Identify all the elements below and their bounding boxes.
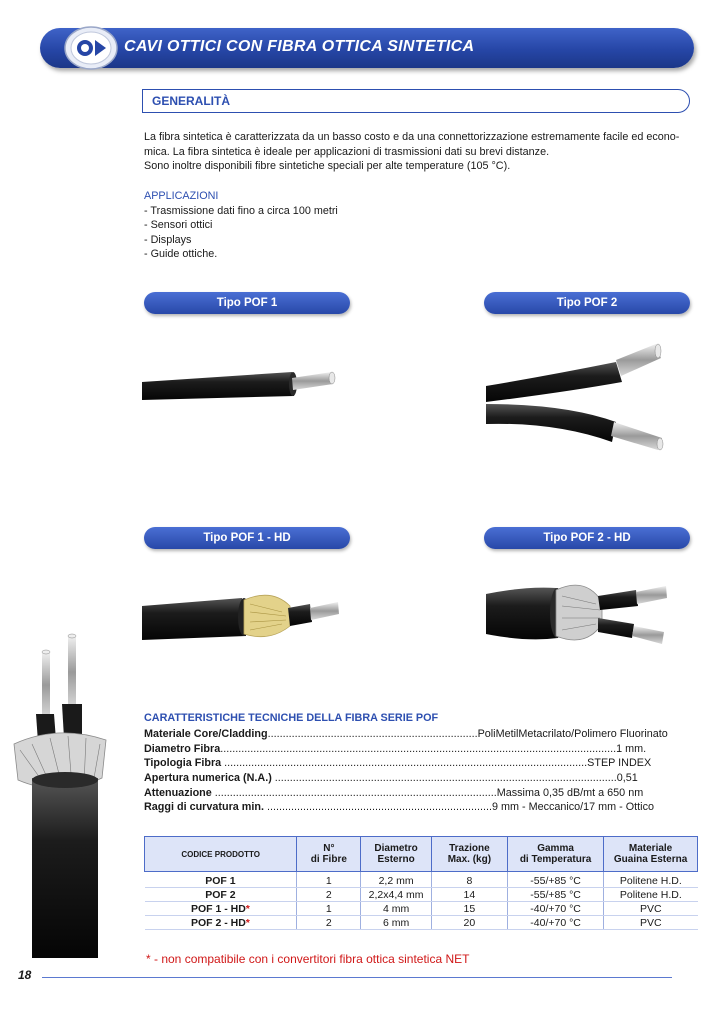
cell-fibers: 2 xyxy=(297,916,361,930)
cell-temperature: -55/+85 °C xyxy=(507,872,603,888)
table-row xyxy=(145,916,698,930)
header-line: N° xyxy=(323,843,335,854)
spec-label: Raggi di curvatura min. xyxy=(144,801,264,813)
spec-row-type xyxy=(144,756,690,770)
header-temperature xyxy=(507,837,603,872)
table-row xyxy=(145,872,698,888)
cable-pof1-image xyxy=(142,360,342,410)
spec-dots: ...................................................................... xyxy=(267,728,478,740)
cell-fibers: 2 xyxy=(297,888,361,902)
spec-value: STEP INDEX xyxy=(587,757,652,769)
spec-dots: ........................................................................... xyxy=(264,801,492,813)
spec-row-bend-radius xyxy=(144,800,690,814)
cable-pof2-hd-image xyxy=(486,572,676,652)
label-pof1: Tipo POF 1 xyxy=(144,292,350,314)
cell-diameter: 2,2 mm xyxy=(361,872,431,888)
spec-row-material xyxy=(144,727,690,741)
cell-code xyxy=(145,916,297,930)
header-line: Trazione xyxy=(449,843,490,854)
product-table xyxy=(144,836,698,930)
header-diameter xyxy=(361,837,431,872)
cell-diameter: 4 mm xyxy=(361,902,431,916)
spec-value: Massima 0,35 dB/mt a 650 nm xyxy=(496,787,644,799)
table-row xyxy=(145,902,698,916)
header-material xyxy=(604,837,698,872)
cell-code xyxy=(145,872,297,888)
header-line: di Fibre xyxy=(310,854,347,865)
spec-dots: .............................................................................................. xyxy=(211,787,497,799)
header-traction xyxy=(431,837,507,872)
cell-diameter: 2,2x4,4 mm xyxy=(361,888,431,902)
application-item: - Trasmissione dati fino a circa 100 metri xyxy=(144,204,338,217)
cell-fibers: 1 xyxy=(297,902,361,916)
spec-dots: .................................................................................................................................... xyxy=(220,743,617,755)
cell-diameter: 6 mm xyxy=(361,916,431,930)
table-row xyxy=(145,888,698,902)
cell-code xyxy=(145,902,297,916)
cell-traction: 20 xyxy=(431,916,507,930)
cell-temperature: -40/+70 °C xyxy=(507,916,603,930)
header-fibers xyxy=(297,837,361,872)
intro-line: Sono inoltre disponibili fibre sintetiche speciali per alte temperature (105 °C). xyxy=(144,160,511,173)
product-code: POF 1 - HD xyxy=(190,902,246,915)
header-line: di Temperatura xyxy=(519,854,592,865)
spec-dots: ......................................................................................................................... xyxy=(221,757,588,769)
footnote: * - non compatibile con i convertitori fibra ottica sintetica NET xyxy=(146,952,470,966)
spec-label: Tipologia Fibra xyxy=(144,757,222,769)
spec-label: Apertura numerica (N.A.) xyxy=(144,772,272,784)
cell-material: PVC xyxy=(604,916,698,930)
product-code: POF 2 - HD xyxy=(190,916,246,929)
label-pof1-hd: Tipo POF 1 - HD xyxy=(144,527,350,549)
footer-divider xyxy=(42,977,672,978)
intro-line: La fibra sintetica è caratterizzata da un basso costo e da una connettorizzazione estremamente facile ed econo- xyxy=(144,131,680,143)
applications-list xyxy=(144,189,544,262)
cell-traction: 14 xyxy=(431,888,507,902)
spec-row-attenuation xyxy=(144,786,690,800)
header-line: Diametro xyxy=(374,843,418,854)
application-item: - Displays xyxy=(144,233,192,246)
cell-traction: 8 xyxy=(431,872,507,888)
specs-title: CARATTERISTICHE TECNICHE DELLA FIBRA SERIE POF xyxy=(144,712,439,724)
cell-material: Politene H.D. xyxy=(604,888,698,902)
product-code: POF 2 xyxy=(205,888,236,901)
header-line: Max. (kg) xyxy=(447,854,492,865)
spec-value: 9 mm - Meccanico/17 mm - Ottico xyxy=(491,801,654,813)
spec-value: PoliMetilMetacrilato/Polimero Fluorinato xyxy=(477,728,668,740)
applications-title: APPLICAZIONI xyxy=(144,190,219,202)
label-pof2: Tipo POF 2 xyxy=(484,292,690,314)
cable-pof1-hd-image xyxy=(142,578,342,648)
spec-dots: .................................................................................................................. xyxy=(271,772,617,784)
spec-value: 0,51 xyxy=(616,772,638,784)
table-header-row xyxy=(145,837,698,872)
page-number: 18 xyxy=(18,968,32,982)
header-line: Gamma xyxy=(537,843,574,854)
star-mark: * xyxy=(245,916,250,929)
spec-row-diameter xyxy=(144,742,690,756)
application-item: - Guide ottiche. xyxy=(144,248,218,261)
brand-logo-icon xyxy=(64,26,118,70)
header-line: Esterno xyxy=(377,854,415,865)
spec-label: Diametro Fibra xyxy=(144,743,221,755)
star-mark: * xyxy=(245,902,250,915)
header-line: Guaina Esterna xyxy=(613,854,688,865)
page-title: CAVI OTTICI CON FIBRA OTTICA SINTETICA xyxy=(124,38,475,55)
application-item: - Sensori ottici xyxy=(144,219,213,232)
spec-label: Materiale Core/Cladding xyxy=(144,728,268,740)
section-title-generalita: GENERALITÀ xyxy=(152,94,230,108)
intro-line: mica. La fibra sintetica è ideale per applicazioni di trasmissioni dati su brevi distanze. xyxy=(144,145,550,158)
product-code: POF 1 xyxy=(205,874,236,887)
header-line: Materiale xyxy=(628,843,673,854)
cell-code xyxy=(145,888,297,902)
cell-temperature: -40/+70 °C xyxy=(507,902,603,916)
header-code: CODICE PRODOTTO xyxy=(145,837,297,872)
cable-vertical-image xyxy=(10,628,120,958)
cable-pof2-image xyxy=(486,334,676,454)
label-pof2-hd: Tipo POF 2 - HD xyxy=(484,527,690,549)
spec-row-aperture xyxy=(144,771,690,785)
intro-paragraph xyxy=(144,130,694,174)
cell-temperature: -55/+85 °C xyxy=(507,888,603,902)
cell-material: PVC xyxy=(604,902,698,916)
spec-label: Attenuazione xyxy=(144,787,212,799)
cell-fibers: 1 xyxy=(297,872,361,888)
cell-traction: 15 xyxy=(431,902,507,916)
spec-value: 1 mm. xyxy=(616,743,647,755)
cell-material: Politene H.D. xyxy=(604,872,698,888)
